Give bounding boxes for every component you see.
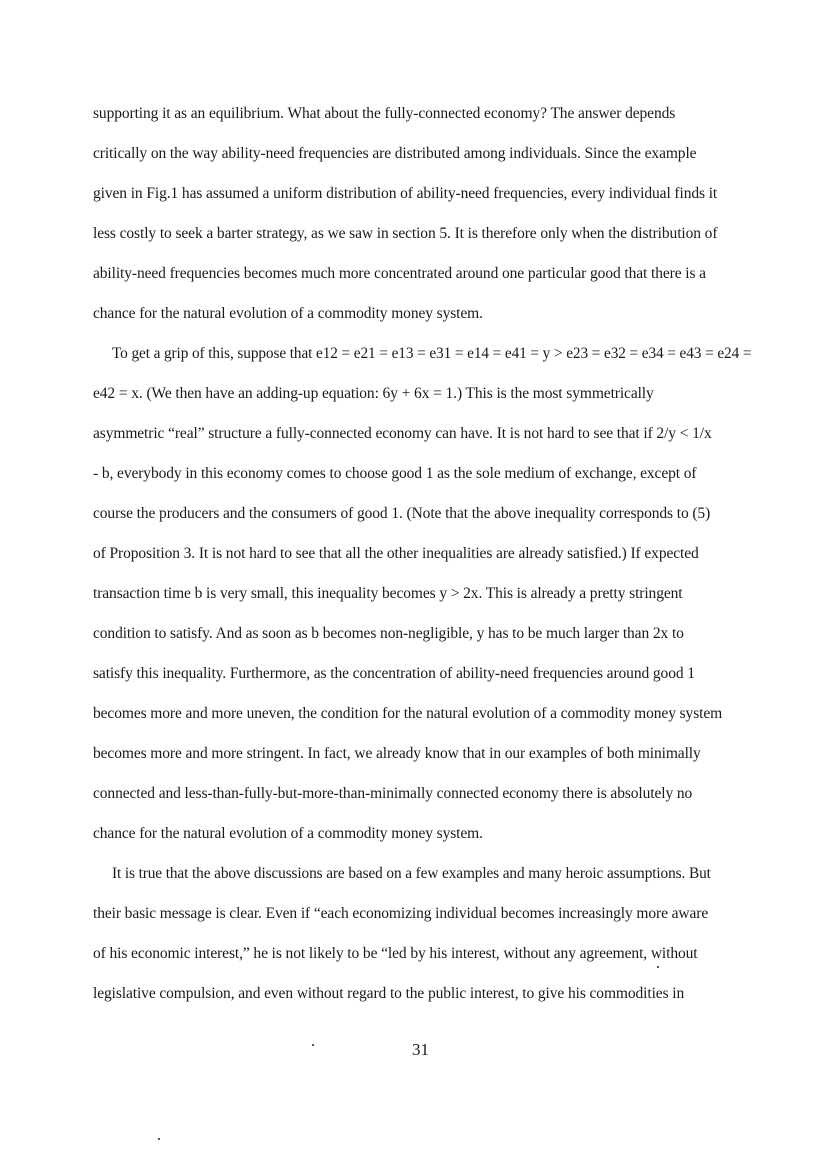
text-line: supporting it as an equilibrium. What about the fully-connected economy? The answer depends [93, 105, 676, 122]
text-line: critically on the way ability-need frequencies are distributed among individuals. Since the example [93, 145, 697, 162]
text-line: e42 = x. (We then have an adding-up equation: 6y + 6x = 1.) This is the most symmetrically [93, 385, 654, 402]
text-line: becomes more and more stringent. In fact, we already know that in our examples of both minimally [93, 745, 701, 762]
text-line: chance for the natural evolution of a commodity money system. [93, 305, 483, 322]
scan-speck [158, 1138, 160, 1140]
text-line: becomes more and more uneven, the condition for the natural evolution of a commodity money system [93, 705, 723, 722]
text-line: It is true that the above discussions are based on a few examples and many heroic assumptions. But [112, 865, 711, 882]
scan-speck [312, 1044, 314, 1046]
text-line: chance for the natural evolution of a commodity money system. [93, 825, 483, 842]
text-line: connected and less-than-fully-but-more-than-minimally connected economy there is absolutely no [93, 785, 693, 802]
text-line: given in Fig.1 has assumed a uniform distribution of ability-need frequencies, every individual finds it [93, 185, 718, 202]
text-line: asymmetric “real” structure a fully-connected economy can have. It is not hard to see that if 2/y < 1/x [93, 425, 712, 442]
text-line: satisfy this inequality. Furthermore, as the concentration of ability-need frequencies around good 1 [93, 665, 695, 682]
text-line: - b, everybody in this economy comes to choose good 1 as the sole medium of exchange, except of [93, 465, 697, 482]
text-line: To get a grip of this, suppose that e12 = e21 = e13 = e31 = e14 = e41 = y > e23 = e32 = e34 = e43 = e24 = [112, 345, 752, 362]
text-line: of his economic interest,” he is not likely to be “led by his interest, without any agreement, without [93, 945, 698, 962]
scan-speck [657, 966, 659, 968]
text-line: ability-need frequencies becomes much more concentrated around one particular good that there is a [93, 265, 706, 282]
text-line: course the producers and the consumers of good 1. (Note that the above inequality corresponds to (5) [93, 505, 711, 522]
text-line: legislative compulsion, and even without regard to the public interest, to give his commodities in [93, 985, 685, 1002]
text-line: their basic message is clear. Even if “each economizing individual becomes increasingly more aware [93, 905, 709, 922]
text-line: of Proposition 3. It is not hard to see that all the other inequalities are already satisfied.) If expected [93, 545, 699, 562]
text-line: condition to satisfy. And as soon as b becomes non-negligible, y has to be much larger than 2x to [93, 625, 684, 642]
text-line: transaction time b is very small, this inequality becomes y > 2x. This is already a pretty stringent [93, 585, 683, 602]
page-number: 31 [412, 1040, 429, 1059]
text-line: less costly to seek a barter strategy, as we saw in section 5. It is therefore only when the distribution of [93, 225, 718, 242]
